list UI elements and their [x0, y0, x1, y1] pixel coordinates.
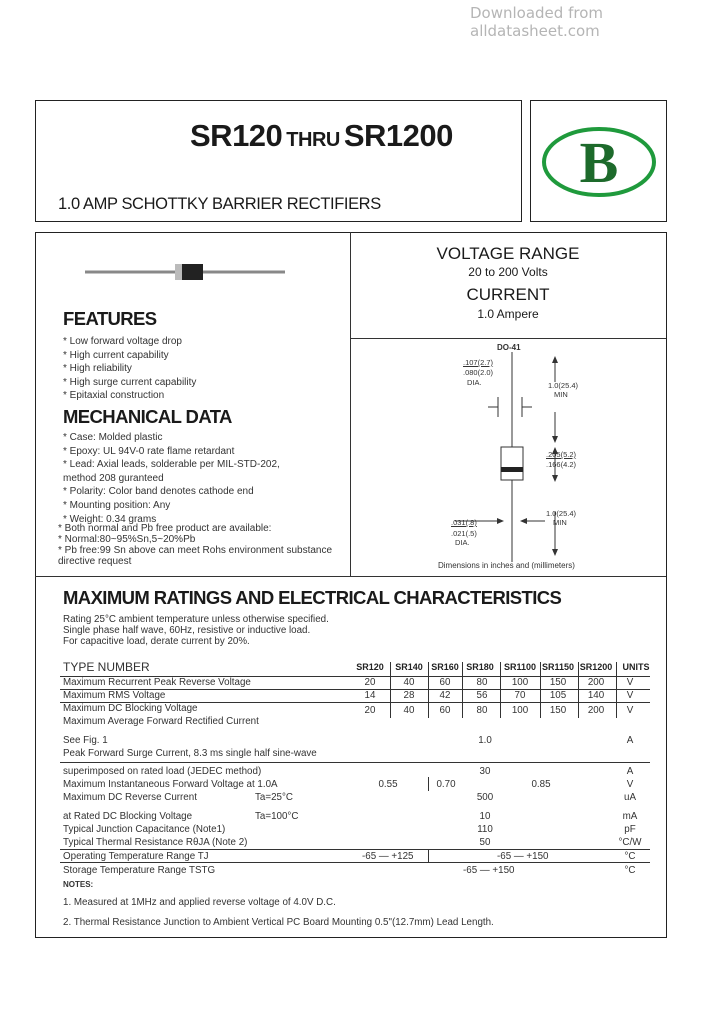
column-header: SR1200 — [579, 662, 613, 672]
table-cell: 105 — [549, 690, 567, 701]
column-header: SR180 — [466, 662, 494, 672]
pb-free-list — [58, 523, 332, 567]
column-header: SR1150 — [541, 662, 575, 672]
row-label-ir: Maximum DC Reverse Current — [63, 792, 197, 803]
list-item: * Mounting position: Any — [63, 499, 171, 511]
table-cell: 42 — [439, 690, 451, 701]
table-cell: 200 — [587, 677, 605, 688]
subtitle: 1.0 AMP SCHOTTKY BARRIER RECTIFIERS — [58, 195, 381, 213]
table-cell: 28 — [403, 690, 415, 701]
row-label-vdc: Maximum DC Blocking Voltage — [63, 703, 198, 714]
body-len-top: .205(5.2) — [546, 450, 577, 459]
row-label-io: Maximum Average Forward Rectified Current — [63, 716, 259, 727]
list-item: directive request — [58, 556, 132, 567]
table-cell: 80 — [476, 677, 488, 688]
list-item: * High surge current capability — [63, 376, 197, 388]
list-item: * Polarity: Color band denotes cathode end — [63, 486, 254, 498]
divider-vertical — [350, 232, 351, 577]
row-ir-condition-100: Ta=100°C — [255, 811, 299, 822]
table-cell: 100 — [511, 705, 529, 716]
list-item: method 208 guranteed — [63, 472, 164, 484]
table-cell: 60 — [439, 677, 451, 688]
table-cell: pF — [624, 824, 636, 835]
row-label-rth: Typical Thermal Resistance RθJA (Note 2) — [63, 837, 248, 848]
current-label: CURRENT — [466, 285, 550, 304]
table-cell: 0.85 — [531, 779, 551, 790]
table-cell: -65 — +150 — [497, 851, 549, 862]
table-cell: V — [626, 779, 634, 790]
list-item: * High reliability — [63, 363, 132, 375]
voltage-range-value: 20 to 200 Volts — [468, 265, 548, 279]
part-end: SR1200 — [343, 118, 453, 153]
list-item: * Both normal and Pb free product are available: — [58, 523, 272, 534]
company-logo — [540, 125, 658, 199]
row-label-ir-2: at Rated DC Blocking Voltage — [63, 811, 193, 822]
table-cell: 20 — [364, 705, 376, 716]
table-cell: -65 — +125 — [362, 851, 414, 862]
table-cell: 60 — [439, 705, 451, 716]
note-1: 1. Measured at 1MHz and applied reverse voltage of 4.0V D.C. — [63, 897, 336, 908]
watermark: Downloaded from alldatasheet.com — [470, 4, 603, 40]
list-item: * Case: Molded plastic — [63, 432, 163, 443]
table-cell: 80 — [476, 705, 488, 716]
column-header: UNITS — [622, 662, 650, 672]
type-number-label: TYPE NUMBER — [63, 660, 150, 674]
table-cell: A — [626, 735, 634, 746]
list-item: * Pb free:99 Sn above can meet Rohs environment substance — [58, 545, 333, 556]
list-item: * Epitaxial construction — [63, 390, 165, 402]
row-label-io-ref: See Fig. 1 — [63, 735, 108, 746]
table-cell: 150 — [549, 705, 567, 716]
lead-len-top-min: MIN — [554, 390, 568, 399]
row-label-vrrm: Maximum Recurrent Peak Reverse Voltage — [63, 677, 251, 688]
lead-len-bottom-min: MIN — [553, 518, 567, 527]
notes-heading: NOTES: — [63, 880, 94, 889]
table-cell: A — [626, 766, 634, 777]
table-cell: 14 — [364, 690, 376, 701]
table-cell: 50 — [479, 837, 491, 848]
table-cell: 10 — [479, 811, 491, 822]
body-len-bottom: .166(4.2) — [546, 460, 577, 469]
row-label-tj: Operating Temperature Range TJ — [63, 851, 209, 862]
divider-ratings — [350, 338, 666, 339]
wire-dia-label: DIA. — [455, 538, 470, 547]
table-cell: V — [626, 690, 634, 701]
table-cell: mA — [622, 811, 638, 822]
column-header: SR120 — [356, 662, 384, 672]
row-label-tstg: Storage Temperature Range TSTG — [63, 865, 216, 876]
package-name: DO-41 — [497, 343, 521, 352]
intro-line: Rating 25°C ambient temperature unless otherwise specified. — [63, 614, 329, 625]
list-item: * Weight: 0.34 grams — [63, 513, 157, 525]
divider-characteristics — [35, 576, 666, 577]
table-cell: 100 — [511, 677, 529, 688]
mechanical-heading: MECHANICAL DATA — [63, 406, 232, 427]
note-2: 2. Thermal Resistance Junction to Ambient Vertical PC Board Mounting 0.5"(12.7mm) Lead Length. — [63, 917, 494, 928]
features-heading: FEATURES — [63, 308, 157, 329]
table-cell: °C — [624, 851, 636, 862]
list-item: * Epoxy: UL 94V-0 rate flame retardant — [63, 445, 235, 457]
table-cell: 40 — [403, 705, 415, 716]
characteristics-heading: MAXIMUM RATINGS AND ELECTRICAL CHARACTERISTICS — [63, 587, 562, 608]
lead-dia-bottom: .080(2.0) — [463, 368, 494, 377]
intro-line: Single phase half wave, 60Hz, resistive or inductive load. — [63, 625, 311, 636]
lead-len-bottom: 1.0(25.4) — [546, 509, 577, 518]
table-cell: 110 — [477, 824, 493, 835]
row-line — [60, 849, 650, 850]
table-cell: 0.70 — [436, 779, 456, 790]
diode-icon — [85, 262, 285, 282]
row-ir-condition-25: Ta=25°C — [255, 792, 293, 803]
row-label-cj: Typical Junction Capacitance (Note1) — [63, 824, 226, 835]
table-cell: 40 — [403, 677, 415, 688]
column-header: SR1100 — [503, 662, 537, 672]
mechanical-list — [63, 431, 280, 526]
table-cell: 0.55 — [378, 779, 398, 790]
wire-dia-top: .031(.8) — [451, 518, 477, 527]
table-cell: °C/W — [618, 837, 642, 848]
column-line — [428, 849, 429, 863]
row-label-ifsm-2: superimposed on rated load (JEDEC method) — [63, 766, 262, 777]
table-cell: 30 — [479, 766, 491, 777]
table-cell: 56 — [476, 690, 488, 701]
current-value: 1.0 Ampere — [477, 307, 539, 321]
part-start: SR120 — [190, 118, 283, 153]
list-item: * Lead: Axial leads, solderable per MIL-STD-202, — [63, 459, 280, 471]
table-cell: 20 — [364, 677, 376, 688]
column-header: SR160 — [431, 662, 459, 672]
intro-line: For capacitive load, derate current by 20%. — [63, 636, 250, 647]
column-header: SR140 — [395, 662, 423, 672]
row-line — [60, 762, 650, 763]
table-cell: 500 — [476, 792, 494, 803]
logo-letter: B — [579, 130, 619, 195]
table-cell: uA — [624, 792, 636, 803]
page-title — [190, 118, 453, 154]
table-cell: °C — [624, 865, 636, 876]
row-line — [60, 862, 650, 863]
lead-dia-label: DIA. — [467, 378, 482, 387]
row-label-ifsm: Peak Forward Surge Current, 8.3 ms single half sine-wave — [63, 748, 317, 759]
dimensions-note: Dimensions in inches and (millimeters) — [438, 561, 575, 570]
voltage-range-label: VOLTAGE RANGE — [436, 244, 580, 263]
row-label-vrms: Maximum RMS Voltage — [63, 690, 166, 701]
table-cell: 1.0 — [478, 735, 492, 746]
lead-len-top: 1.0(25.4) — [548, 381, 579, 390]
table-cell: 70 — [514, 690, 526, 701]
row-label-vf: Maximum Instantaneous Forward Voltage at 1.0A — [63, 779, 278, 790]
table-cell: V — [626, 677, 634, 688]
features-list — [63, 335, 196, 403]
table-cell: 140 — [587, 690, 605, 701]
table-cell: 150 — [549, 677, 567, 688]
list-item: * Normal:80~95%Sn,5~20%Pb — [58, 534, 196, 545]
table-cell: V — [626, 705, 634, 716]
list-item: * High current capability — [63, 349, 169, 361]
list-item: * Low forward voltage drop — [63, 336, 182, 347]
table-cell: 200 — [587, 705, 605, 716]
table-cell: -65 — +150 — [463, 865, 515, 876]
wire-dia-bottom: .021(.5) — [451, 529, 477, 538]
thru-label: THRU — [286, 129, 340, 151]
lead-dia-top: .107(2.7) — [463, 358, 494, 367]
